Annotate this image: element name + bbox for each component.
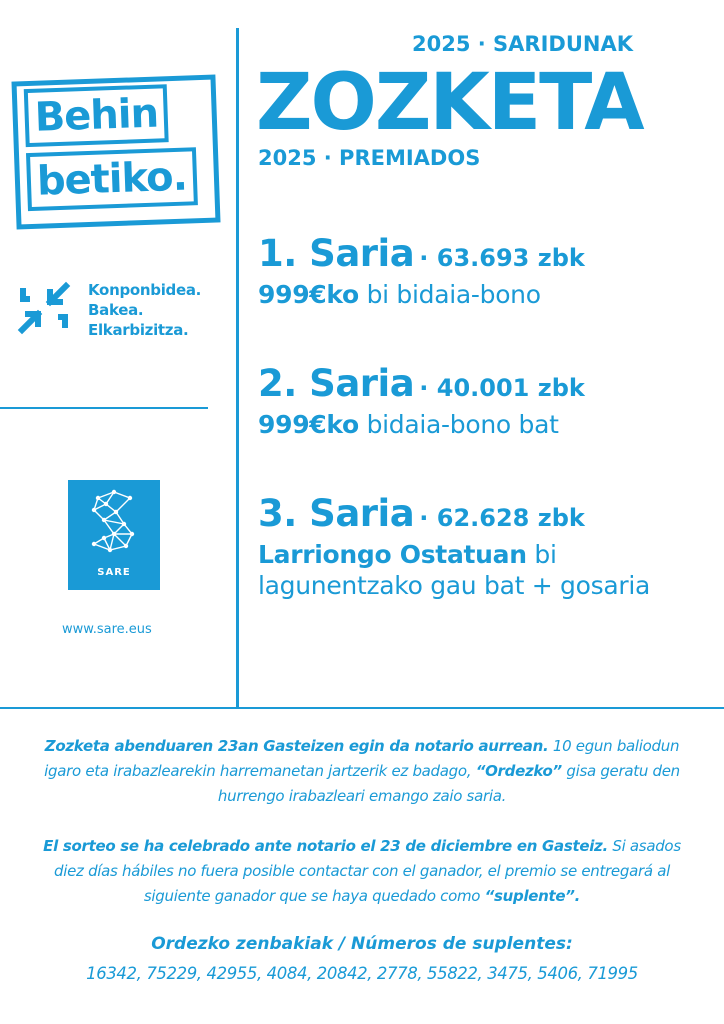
prize-number: · 63.693 zbk <box>419 244 585 272</box>
left-divider <box>0 407 208 409</box>
footer-divider <box>0 707 724 709</box>
prize-number: · 62.628 zbk <box>419 504 585 532</box>
saridunak-subtitle: 2025 · SARIDUNAK <box>412 32 633 56</box>
basque-notice-bold: Zozketa abenduaren 23an Gasteizen egin da notario aurrean. <box>44 737 549 755</box>
prize-venue: Larriongo Ostatuan <box>258 540 527 569</box>
prize-title: 2. Saria <box>258 362 415 405</box>
converging-arrows-icon <box>16 280 72 336</box>
prize-title: 1. Saria <box>258 232 415 275</box>
spanish-notice-bold: El sorteo se ha celebrado ante notario el 23 de diciembre en Gasteiz. <box>43 837 608 855</box>
prize-number: · 40.001 zbk <box>419 374 585 402</box>
premiados-subtitle: 2025 · PREMIADOS <box>258 146 481 170</box>
basque-notice-text-2: gisa geratu den hurrengo irabazleari emango zaio saria. <box>217 762 680 805</box>
prize-amount: 999€ko <box>258 410 359 439</box>
prize-description: bi bidaia-bono <box>358 280 541 309</box>
prize-title: 3. Saria <box>258 492 415 535</box>
prize-description: bidaia-bono bat <box>358 410 559 439</box>
ordezko-term: “Ordezko” <box>475 762 562 780</box>
prize-1 <box>258 232 708 310</box>
sare-label: SARE <box>97 567 131 578</box>
sare-website-link[interactable]: www.sare.eus <box>62 622 152 637</box>
spanish-notice <box>30 834 694 909</box>
prize-2 <box>258 362 708 440</box>
suplentes-title: Ordezko zenbakiak / Números de suplentes: <box>151 934 573 954</box>
basque-notice <box>30 734 694 809</box>
page-title: ZOZKETA <box>256 58 643 148</box>
vertical-divider <box>236 28 239 708</box>
suplente-term: “suplente”. <box>484 887 581 905</box>
prize-description: bi lagunentzako gau bat + gosaria <box>258 540 650 600</box>
behin-betiko-stamp-logo <box>11 74 220 229</box>
suplentes-numbers: 16342, 75229, 42955, 4084, 20842, 2778, 55822, 3475, 5406, 71995 <box>86 964 638 983</box>
prize-3 <box>258 492 708 601</box>
konponbidea-text: Konponbidea. <box>88 281 202 299</box>
spanish-notice-text: Si asados diez días hábiles no fuera posible contactar con el ganador, el premio se entregará al siguiente ganador que se haya quedado como <box>54 837 681 905</box>
stamp-word-betiko: betiko. <box>26 147 198 211</box>
bakea-text: Bakea. <box>88 301 144 319</box>
konponbidea-logo <box>16 280 231 340</box>
elkarbizitza-text: Elkarbizitza. <box>88 321 189 339</box>
sare-s-network-icon <box>68 480 160 560</box>
sare-logo <box>68 480 160 590</box>
prize-amount: 999€ko <box>258 280 359 309</box>
basque-notice-text: 10 egun baliodun igaro eta irabazlearekin harremanetan jartzerik ez badago, <box>44 737 680 780</box>
stamp-word-behin: Behin <box>24 84 169 147</box>
